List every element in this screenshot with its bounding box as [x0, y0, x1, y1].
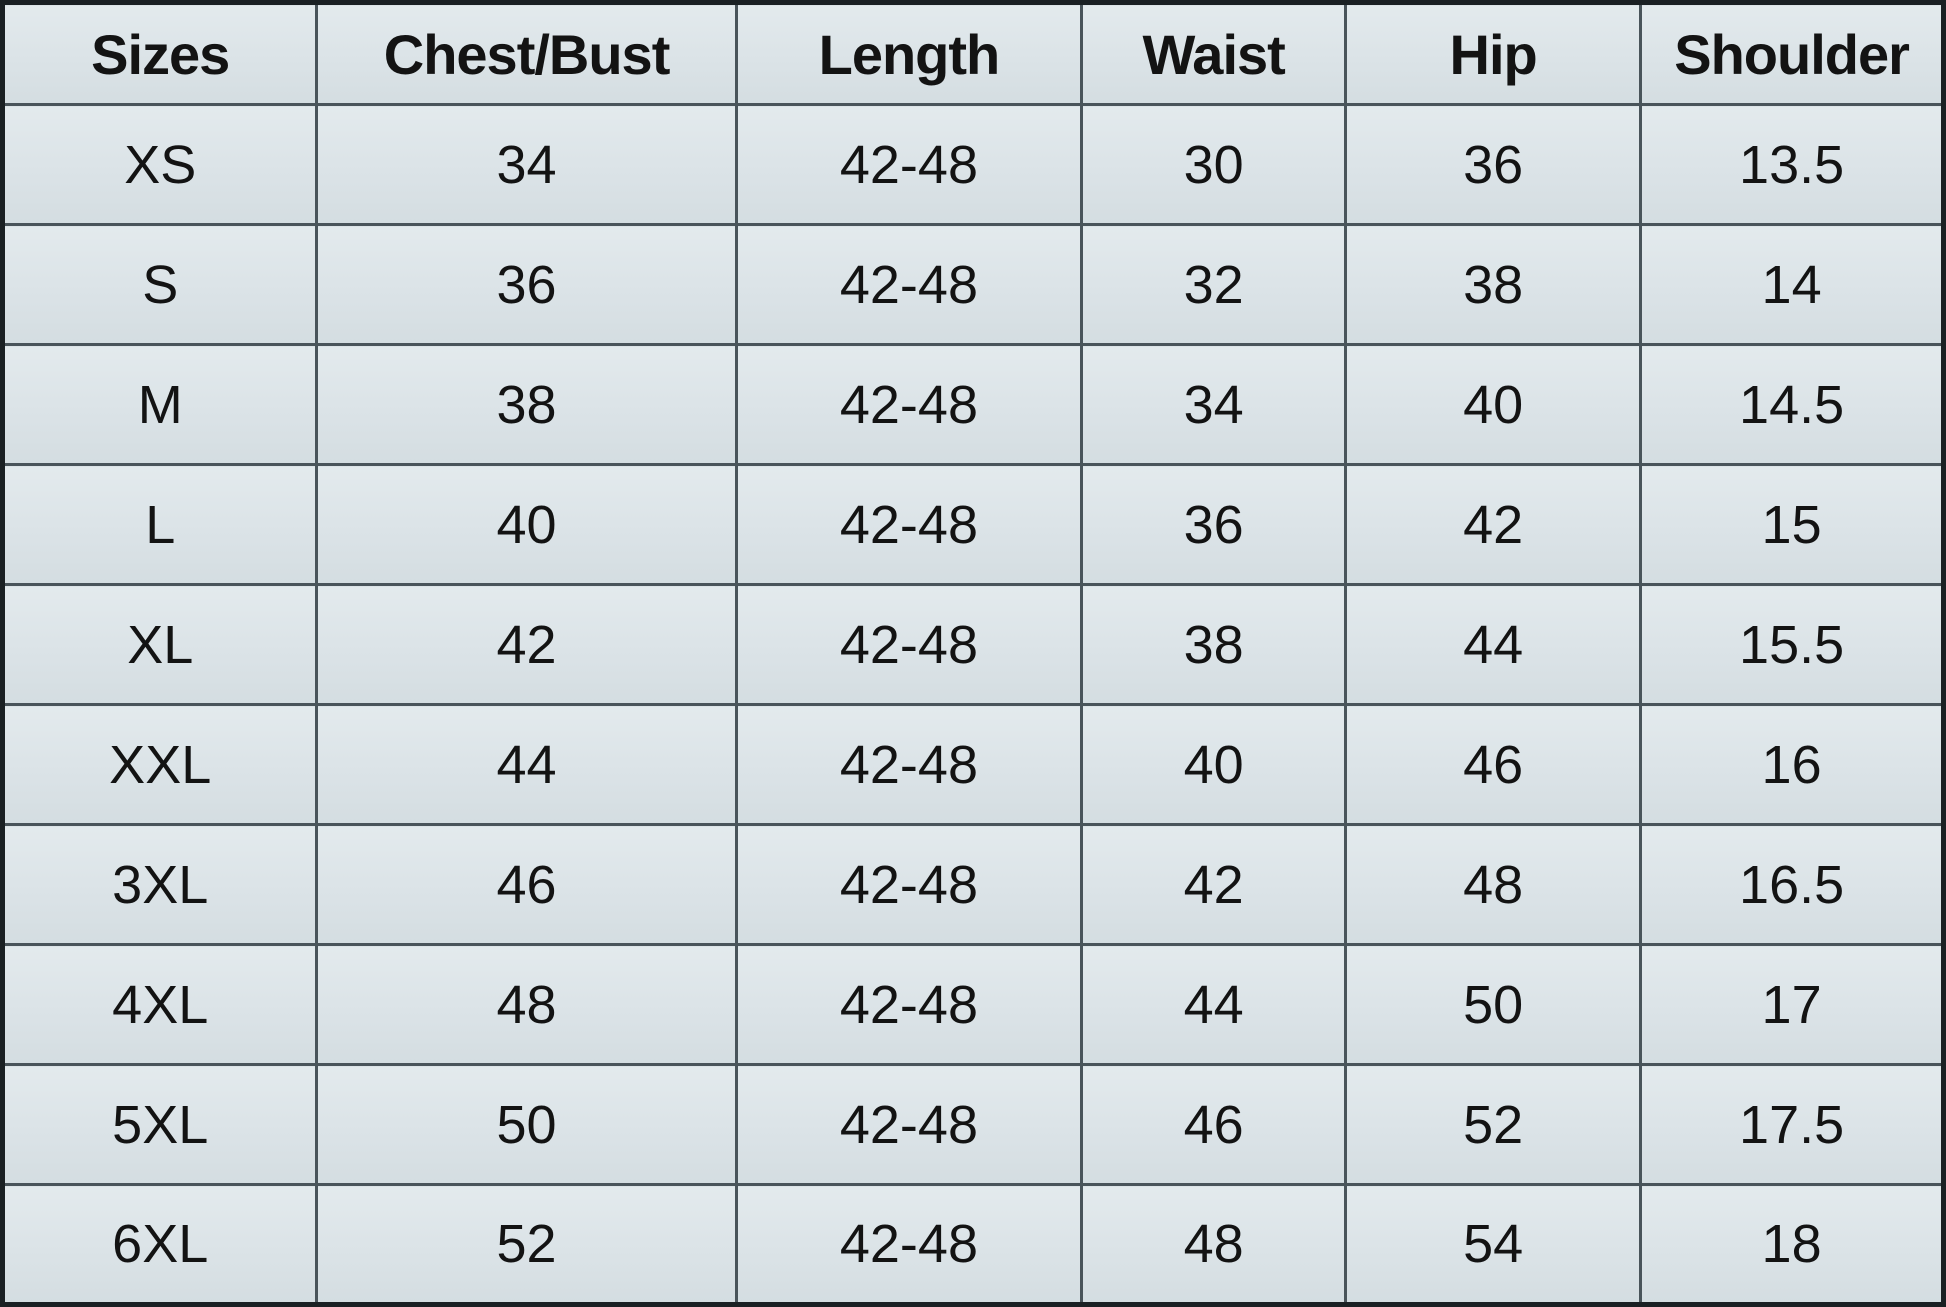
header-row [3, 3, 1944, 105]
measurement-cell: 14.5 [1641, 345, 1944, 465]
size-label-cell: 5XL [3, 1065, 317, 1185]
table-row [3, 825, 1944, 945]
measurement-cell: 42-48 [736, 1185, 1081, 1305]
table-row [3, 105, 1944, 225]
column-header: Chest/Bust [317, 3, 736, 105]
measurement-cell: 42-48 [736, 345, 1081, 465]
measurement-cell: 42-48 [736, 705, 1081, 825]
measurement-cell: 40 [1082, 705, 1346, 825]
measurement-cell: 38 [317, 345, 736, 465]
size-label-cell: L [3, 465, 317, 585]
measurement-cell: 32 [1082, 225, 1346, 345]
measurement-cell: 15.5 [1641, 585, 1944, 705]
measurement-cell: 50 [1346, 945, 1641, 1065]
measurement-cell: 52 [1346, 1065, 1641, 1185]
measurement-cell: 54 [1346, 1185, 1641, 1305]
measurement-cell: 36 [317, 225, 736, 345]
measurement-cell: 13.5 [1641, 105, 1944, 225]
measurement-cell: 40 [1346, 345, 1641, 465]
measurement-cell: 50 [317, 1065, 736, 1185]
measurement-cell: 42 [317, 585, 736, 705]
measurement-cell: 17.5 [1641, 1065, 1944, 1185]
column-header: Shoulder [1641, 3, 1944, 105]
measurement-cell: 42-48 [736, 585, 1081, 705]
size-label-cell: S [3, 225, 317, 345]
measurement-cell: 34 [1082, 345, 1346, 465]
measurement-cell: 52 [317, 1185, 736, 1305]
measurement-cell: 16 [1641, 705, 1944, 825]
measurement-cell: 44 [1346, 585, 1641, 705]
column-header: Length [736, 3, 1081, 105]
measurement-cell: 18 [1641, 1185, 1944, 1305]
measurement-cell: 42-48 [736, 945, 1081, 1065]
column-header: Hip [1346, 3, 1641, 105]
measurement-cell: 16.5 [1641, 825, 1944, 945]
measurement-cell: 36 [1346, 105, 1641, 225]
table-row [3, 465, 1944, 585]
table-row [3, 945, 1944, 1065]
measurement-cell: 42-48 [736, 225, 1081, 345]
measurement-cell: 42 [1082, 825, 1346, 945]
measurement-cell: 42-48 [736, 105, 1081, 225]
measurement-cell: 44 [317, 705, 736, 825]
measurement-cell: 30 [1082, 105, 1346, 225]
measurement-cell: 14 [1641, 225, 1944, 345]
measurement-cell: 46 [1082, 1065, 1346, 1185]
table-row [3, 705, 1944, 825]
size-label-cell: 3XL [3, 825, 317, 945]
measurement-cell: 17 [1641, 945, 1944, 1065]
size-label-cell: 6XL [3, 1185, 317, 1305]
table-row [3, 225, 1944, 345]
table-row [3, 1065, 1944, 1185]
measurement-cell: 38 [1346, 225, 1641, 345]
measurement-cell: 42-48 [736, 465, 1081, 585]
measurement-cell: 40 [317, 465, 736, 585]
size-label-cell: XL [3, 585, 317, 705]
measurement-cell: 46 [317, 825, 736, 945]
table-row [3, 345, 1944, 465]
measurement-cell: 44 [1082, 945, 1346, 1065]
measurement-cell: 48 [1082, 1185, 1346, 1305]
measurement-cell: 42-48 [736, 825, 1081, 945]
column-header: Sizes [3, 3, 317, 105]
size-label-cell: 4XL [3, 945, 317, 1065]
size-label-cell: XS [3, 105, 317, 225]
table-row [3, 585, 1944, 705]
measurement-cell: 36 [1082, 465, 1346, 585]
measurement-cell: 42 [1346, 465, 1641, 585]
measurement-cell: 15 [1641, 465, 1944, 585]
measurement-cell: 48 [1346, 825, 1641, 945]
size-label-cell: M [3, 345, 317, 465]
measurement-cell: 46 [1346, 705, 1641, 825]
table-row [3, 1185, 1944, 1305]
measurement-cell: 48 [317, 945, 736, 1065]
size-label-cell: XXL [3, 705, 317, 825]
measurement-cell: 38 [1082, 585, 1346, 705]
measurement-cell: 42-48 [736, 1065, 1081, 1185]
measurement-cell: 34 [317, 105, 736, 225]
column-header: Waist [1082, 3, 1346, 105]
